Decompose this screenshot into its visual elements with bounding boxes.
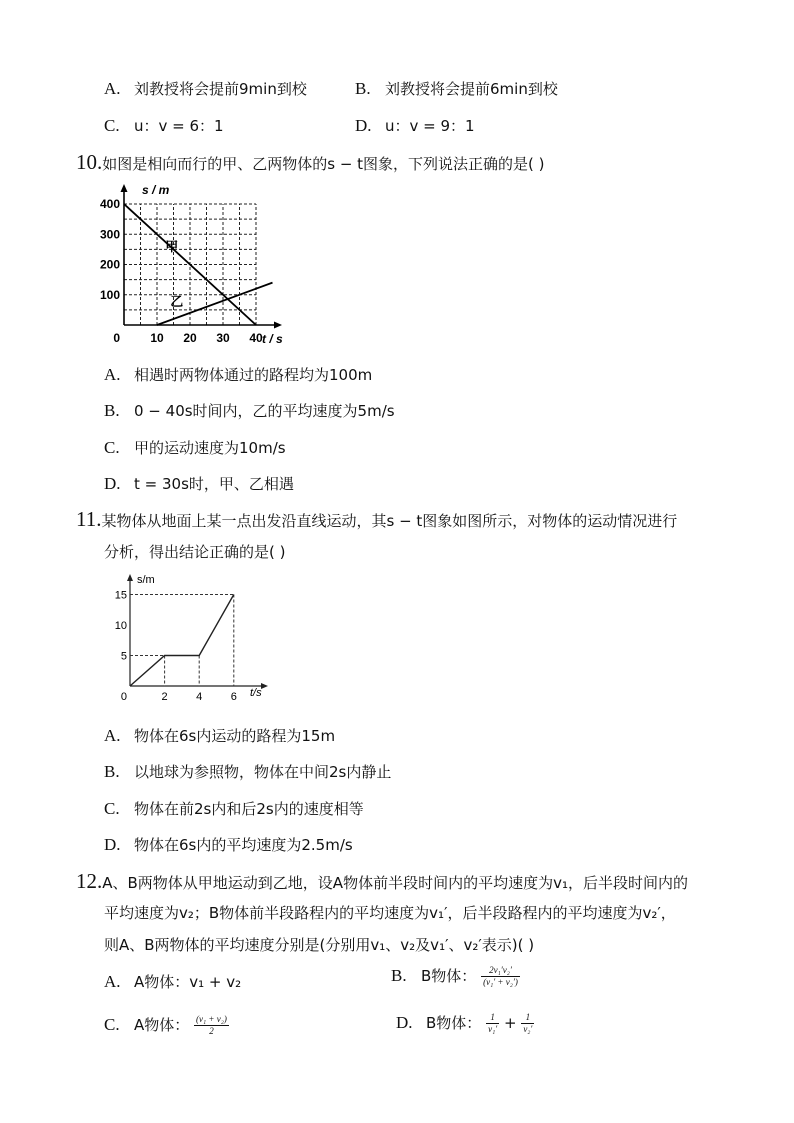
q10-option-d[interactable] (104, 473, 294, 494)
option-prefix: B物体： (426, 1014, 482, 1032)
fraction-denominator: v₁′ (488, 1024, 498, 1034)
option-letter: D. (104, 474, 121, 493)
option-letter: A. (104, 726, 121, 745)
fraction-denominator: 2 (209, 1026, 214, 1036)
y-axis-arrow (127, 574, 133, 581)
option-text: t = 30s时，甲、乙相遇 (134, 475, 294, 493)
x-axis-label: t/s (250, 687, 262, 699)
option-letter: D. (355, 116, 372, 135)
fraction-numerator: 1 (486, 1012, 499, 1024)
x-tick-label: 4 (196, 691, 203, 703)
q11-option-d[interactable] (104, 834, 353, 855)
x-tick-label: 2 (161, 691, 168, 703)
option-letter: A. (104, 972, 121, 991)
q12-option-d[interactable] (396, 1012, 534, 1035)
option-text: 物体在6s内运动的路程为15m (134, 727, 336, 745)
q11-option-a[interactable] (104, 725, 335, 746)
x-tick-label: 20 (183, 331, 197, 345)
option-letter: C. (104, 438, 120, 457)
option-text: 物体在6s内的平均速度为2.5m/s (134, 836, 353, 854)
question-text: A、B两物体从甲地运动到乙地，设A物体前半段时间内的平均速度为v₁，后半段时间内的 (102, 874, 688, 892)
series-label-yi: 乙 (170, 294, 184, 310)
option-letter: D. (104, 835, 121, 854)
q9-option-d[interactable] (355, 115, 475, 136)
fraction-numerator: 1 (521, 1012, 534, 1024)
fraction-denominator: (v₁′ + v₂′) (483, 977, 518, 987)
q10-option-a[interactable] (104, 364, 372, 385)
option-text: u：v = 6：1 (134, 117, 224, 135)
question-number: 10. (76, 150, 103, 174)
x-tick-label: 40 (249, 331, 263, 345)
question-10-stem (76, 150, 545, 175)
option-text: A物体：v₁ + v₂ (134, 973, 242, 991)
chart-axes (121, 184, 283, 329)
option-text: 甲的运动速度为10m/s (134, 439, 286, 457)
x-tick-label: 10 (150, 331, 164, 345)
question-text: 某物体从地面上某一点出发沿直线运动，其s − t图象如图所示，对物体的运动情况进行 (101, 512, 678, 530)
option-prefix: B物体： (421, 967, 477, 985)
q11-option-b[interactable] (104, 761, 391, 782)
question-number: 11. (76, 507, 102, 531)
q9-option-a[interactable] (104, 78, 307, 99)
question-number: 12. (76, 869, 103, 893)
question-12-stem-line2: 平均速度为v₂；B物体前半段路程内的平均速度为v₁′，后半段路程内的平均速度为v₂′， (104, 904, 676, 922)
question-11-stem (76, 507, 677, 532)
option-letter: B. (391, 966, 407, 985)
option-letter: B. (104, 762, 120, 781)
option-letter: B. (355, 79, 371, 98)
fraction (486, 1012, 499, 1035)
fraction (521, 1012, 534, 1035)
question-12-stem (76, 869, 688, 894)
option-text: 刘教授将会提前6min到校 (385, 80, 558, 98)
question-text: 如图是相向而行的甲、乙两物体的s − t图象，下列说法正确的是( ) (102, 155, 545, 173)
plus-sign: + (503, 1014, 517, 1032)
q9-option-b[interactable] (355, 78, 558, 99)
option-letter: A. (104, 365, 121, 384)
option-text: 0 − 40s时间内，乙的平均速度为5m/s (134, 402, 395, 420)
y-axis-arrow (121, 184, 128, 192)
y-tick-label: 100 (99, 287, 120, 302)
option-text: 物体在前2s内和后2s内的速度相等 (134, 800, 364, 818)
question-12-stem-line3: 则A、B两物体的平均速度分别是(分别用v₁、v₂及v₁′、v₂′表示)( ) (104, 936, 535, 954)
series-line (130, 595, 234, 687)
x-tick-label: 6 (230, 691, 237, 703)
q9-option-c[interactable] (104, 115, 224, 136)
q12-option-c[interactable] (104, 1014, 229, 1037)
fraction (481, 965, 520, 988)
y-tick-label: 300 (99, 227, 120, 242)
y-axis-label: s/m (137, 574, 155, 586)
y-tick-label: 400 (99, 197, 120, 211)
option-text: 刘教授将会提前9min到校 (134, 80, 307, 98)
option-letter: A. (104, 79, 121, 98)
option-prefix: A物体： (134, 1016, 190, 1034)
origin-label: 0 (120, 691, 127, 703)
fraction-numerator: 2v₁′v₂′ (481, 965, 520, 977)
x-tick-label: 30 (216, 331, 230, 345)
q11-chart (112, 570, 272, 710)
q11-option-c[interactable] (104, 798, 364, 819)
y-tick-label: 5 (120, 650, 127, 663)
x-axis-arrow (261, 683, 268, 689)
option-text: u：v = 9：1 (385, 117, 475, 135)
fraction-numerator: (v₁ + v₂) (196, 1014, 227, 1024)
option-text: 以地球为参照物，物体在中间2s内静止 (134, 763, 392, 781)
option-letter: C. (104, 799, 120, 818)
option-letter: D. (396, 1013, 413, 1032)
option-text: 相遇时两物体通过的路程均为100m (134, 366, 373, 384)
q12-option-b[interactable] (391, 965, 520, 988)
q10-option-b[interactable] (104, 400, 395, 421)
fraction-denominator: v₂′ (523, 1024, 533, 1034)
q12-option-a[interactable] (104, 971, 241, 992)
chart-axes (127, 574, 268, 689)
q10-chart (98, 178, 288, 350)
y-axis-label: s / m (142, 183, 170, 197)
chart-series (130, 595, 234, 687)
y-tick-label: 10 (114, 620, 127, 632)
y-tick-label: 15 (114, 589, 127, 602)
x-axis-arrow (274, 322, 282, 329)
fraction (194, 1014, 229, 1037)
q10-option-c[interactable] (104, 437, 286, 458)
option-letter: C. (104, 116, 120, 135)
question-11-stem-line2: 分析，得出结论正确的是( ) (104, 543, 286, 561)
x-axis-label: t / s (262, 332, 283, 346)
option-letter: B. (104, 401, 120, 420)
origin-label: 0 (113, 331, 120, 345)
option-letter: C. (104, 1015, 120, 1034)
y-tick-label: 200 (99, 257, 120, 272)
series-label-jia: 甲 (165, 238, 179, 254)
